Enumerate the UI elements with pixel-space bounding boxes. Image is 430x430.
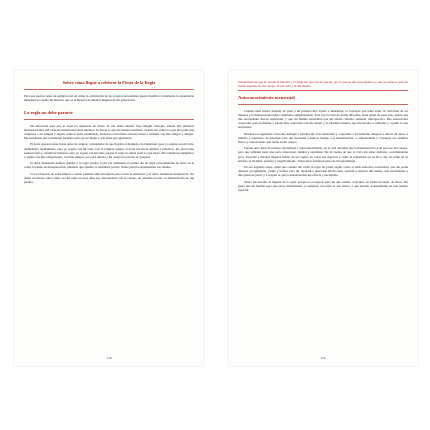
left-paragraph-4: Con la mayoría de edad empecé a tomar pastillas anticonceptivas para evitar el embarazo y el dolor menstrual desapareció. No tengo recuerdos sobre cómo era mi regla en esos años por desconexión con el cuerpo, no pensaba en ello, la menstruación no me paraba. (24, 171, 194, 185)
page-number-left: 118 (106, 356, 112, 360)
page-number-right: 119 (320, 356, 326, 360)
right-paragraph-5: Ahora me encanto la llegada de la regla, porque es el espacio para mí que celebro cada mes, en forma de ritual, de fiesta. Me gusta que mi familia sepa que estoy menstruando y compartir con ellos lo que siento, y que puedan acompañarme en este tiempo especial. (238, 179, 408, 193)
left-paragraph-1: Mi educación para que la regla no supusiera un freno: no me debía detener bajo ningún concepto. Desde mis primeras menstruaciones sufrí dolores menstruales muy intensos. Yo hacía lo que me habían enseñado: cuando me venía la regla me ponía una compresa o un tampón y seguía como si nada, estudiando, haciendo actividades extraescolares y saliendo con mis amigos y amigas. Me enseñaron que el malestar formaba parte de ser mujer y que tenía que aguantarlo. (24, 123, 194, 141)
right-paragraph-1: Cuando unos meses después de parir a mi primera hija volvió a menstruar, el concepto que tenía sobre la ciclicidad de las mujeres y la menstruación había cambiado completamente. Esta vez la vivía de forma diferente, tenía ganas de estar sola, quería que mis necesidades fueran respetadas, y que mi familia entendiera que me sentía cansada, sensible, introspectiva. Mis sensaciones corporales eran profundas y estaba más conectada con mi cuerpo y la sabiduría interior que me llevaba a cuidarme y a pedir lo que necesitaba. (238, 108, 408, 130)
left-page (14, 70, 204, 366)
left-paragraph-2: El dolor aparecía unas horas antes de sangrar, avisándome de que llegaba el momento de menstruar, pero yo seguía con mi vida. Aumentaba rápidamente, pero yo seguía con mi vida. Con la primera sangre, el dolor me hacía temblar y palidecer, me provocaba sudores fríos y calambres intensos, pero yo seguía con mi vida, porque la regla no debía parar lo que hacía. Me tomaba un analgésico y seguía con mis obligaciones, con mis amigos, por pura inercia y mi cuerpo no paraba de quejarse. (24, 142, 194, 160)
right-paragraph-4: En ese segundo etapa, sabía que cuando me venía la regla no podía seguir como si nada estuviera ocurriendo, que me pedía quietud, recogimiento, calma y tiempo para mí. Aprendí a quererme mucho más, aprendí a respetar mis ritmos, mis necesidades y mis ganas de parar, y a aceptar lo que la menstruación me ofrecía y necesitaba. (238, 165, 408, 178)
right-page (228, 70, 418, 366)
section-rule-left (24, 119, 194, 120)
left-page-content (24, 80, 194, 186)
section-title-right: Autoconocimiento menstrual (238, 95, 295, 100)
title-rule (24, 89, 194, 90)
section-rule-right-top (238, 90, 408, 91)
right-page-content (238, 80, 408, 194)
right-top-paragraph: tranquilidad de que no perdía la función y el sangrado que era de esperar, por lo que no me preocupaba. Lo que no sabía es que me estaba alejando de mi cuerpo, de mi ciclo y de mí misma. (238, 80, 408, 89)
right-paragraph-3: Fueron unos años de intenso aprendizaje y autoconocimiento, en el cual descubrí que la menstruación es un proceso del cuerpo, pero que también tiene una parte emocional, mental y espiritual. Me di cuenta de que la vivía sin saber disfrutar, escuchándome poco. Escuché a muchas mujeres hablar de sus reglas, en todos sus aspectos y cómo la transmiten en su día a día, de cómo en su entorno se incluían, positiva y negativamente. Todas éstas formaron parte de mi aprendizaje. (238, 146, 408, 163)
right-paragraph-2: Durante los siguientes ciclos me dediqué a estudiar mi ciclo menstrual y a aprender a escucharme. Empecé a mover mi útero, a sentirlo y respirarlo. Al principio tuve que forzarme a dedicar tiempo a la menstruación, a comprenderla y a integrar los cambios físicos y emocionales que sentía en mi cuerpo. (238, 131, 408, 145)
section-rule-right (238, 104, 408, 105)
intro-paragraph: Para que puedas tener un ejemplo real de cómo la celebración de los propios necesidades puede modificar totalmente la experiencia menstrual te cuento mi historia, que es la historia de muchas mujeres de mi generación. (24, 93, 194, 102)
chapter-title: Sobre cómo llegué a celebrar la Fiesta de la Regla (62, 80, 156, 85)
left-paragraph-3: El dolor menstrual siempre ganaba y la regla paraba. Cada vez terminaba el primer día de regla retorciéndome de dolor en la cama, llorando de desesperación, pidiendo que aquello se terminara pronto. Nadie parecía experimentar eso mismo. (24, 161, 194, 170)
section-title-left: La regla no debe pararte (24, 110, 73, 115)
